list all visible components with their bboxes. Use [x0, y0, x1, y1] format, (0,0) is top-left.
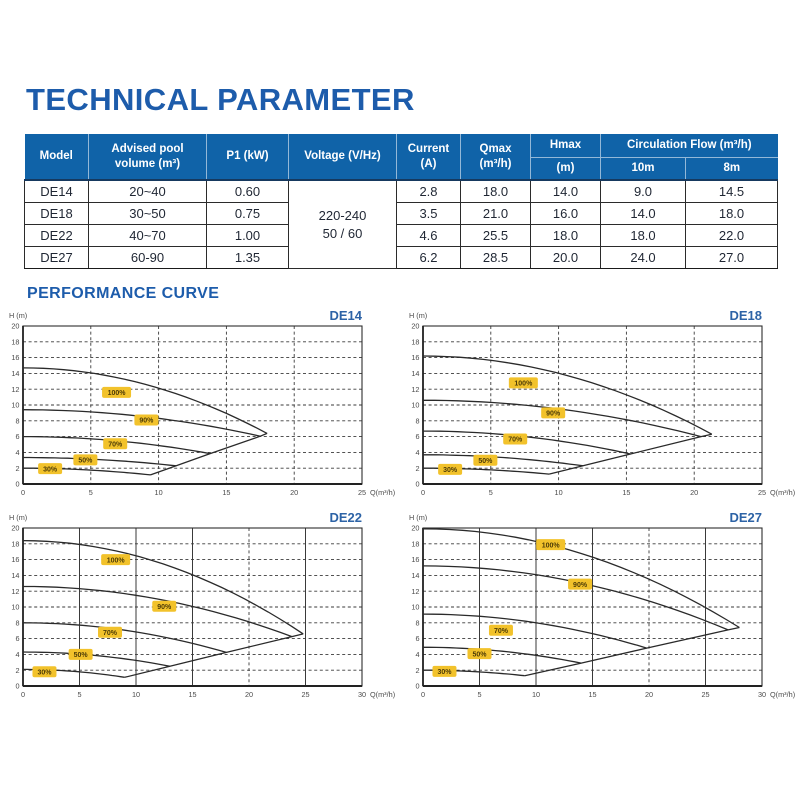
col-header-voltage: Voltage (V/Hz) — [289, 134, 397, 180]
cell-volume: 20~40 — [89, 180, 207, 203]
cell-hmax: 18.0 — [531, 225, 601, 247]
cell-hmax: 14.0 — [531, 180, 601, 203]
curve-50% — [423, 647, 581, 663]
x-tick-label: 20 — [644, 690, 654, 699]
cell-flow-10m: 14.0 — [601, 203, 686, 225]
y-tick-label: 10 — [11, 400, 20, 410]
y-tick-label: 4 — [415, 448, 420, 457]
cell-model: DE27 — [25, 247, 89, 269]
x-tick-label: 5 — [488, 488, 493, 497]
y-tick-label: 16 — [411, 353, 420, 363]
y-tick-label: 10 — [411, 400, 420, 410]
envelope-line — [151, 433, 268, 475]
chart-de27-svg — [408, 510, 800, 710]
chart-title: DE18 — [729, 308, 762, 323]
curve-70% — [423, 614, 647, 648]
y-axis-label: H (m) — [9, 513, 28, 522]
cell-flow-10m: 24.0 — [601, 247, 686, 269]
curve-label-text: 90% — [573, 581, 588, 589]
y-axis-label: H (m) — [9, 311, 28, 320]
y-tick-label: 8 — [15, 416, 20, 426]
x-tick-label: 5 — [477, 690, 482, 699]
cell-voltage-merged — [289, 180, 397, 269]
cell-p1: 0.60 — [207, 180, 289, 203]
x-tick-label: 25 — [301, 690, 310, 699]
x-tick-label: 0 — [20, 488, 26, 497]
envelope-line — [125, 634, 304, 677]
y-axis-label: H (m) — [409, 513, 428, 522]
cell-current: 6.2 — [397, 247, 461, 269]
y-tick-label: 20 — [11, 523, 20, 533]
x-tick-label: 25 — [701, 690, 710, 699]
voltage-line-1: 220-240 — [318, 207, 367, 223]
x-tick-label: 15 — [588, 690, 597, 699]
x-tick-label: 20 — [244, 690, 254, 699]
table-body — [25, 180, 778, 269]
cell-hmax: 16.0 — [531, 203, 601, 225]
curve-label-text: 70% — [108, 441, 123, 449]
curve-label-text: 100% — [106, 557, 125, 565]
cell-flow-8m: 27.0 — [686, 247, 778, 269]
curve-label-text: 70% — [103, 629, 118, 637]
y-tick-label: 10 — [411, 602, 420, 612]
x-tick-label: 15 — [222, 488, 231, 497]
y-tick-label: 2 — [15, 463, 20, 473]
x-axis-label: Q(m³/h) — [370, 488, 396, 497]
cell-qmax: 25.5 — [461, 225, 531, 247]
y-tick-label: 14 — [411, 369, 420, 378]
cell-qmax: 28.5 — [461, 247, 531, 269]
y-tick-label: 14 — [411, 571, 420, 580]
y-tick-label: 20 — [411, 321, 420, 331]
x-tick-label: 10 — [131, 690, 141, 699]
y-tick-label: 20 — [411, 523, 420, 533]
y-tick-label: 0 — [415, 479, 420, 489]
cell-model: DE18 — [25, 203, 89, 225]
x-tick-label: 15 — [622, 488, 631, 497]
y-tick-label: 4 — [15, 650, 20, 659]
performance-chart-de14 — [8, 308, 408, 508]
curve-90% — [423, 400, 701, 436]
chart-title: DE27 — [729, 510, 762, 525]
cell-qmax: 18.0 — [461, 180, 531, 203]
table-row-de14 — [25, 180, 778, 203]
curve-label-text: 70% — [493, 628, 508, 636]
y-tick-label: 8 — [15, 618, 20, 628]
cell-volume: 40~70 — [89, 225, 207, 247]
chart-de14-svg — [8, 308, 408, 508]
x-tick-label: 5 — [77, 690, 82, 699]
y-tick-label: 0 — [15, 479, 20, 489]
curve-label-text: 50% — [472, 651, 487, 659]
y-tick-label: 2 — [415, 665, 420, 675]
y-tick-label: 10 — [11, 602, 20, 612]
performance-chart-de22 — [8, 510, 408, 710]
curve-label-text: 90% — [139, 417, 154, 425]
table-row-de18 — [25, 203, 778, 225]
table-row-de27 — [25, 247, 778, 269]
chart-title: DE14 — [329, 308, 362, 323]
y-tick-label: 4 — [415, 650, 420, 659]
x-tick-label: 30 — [757, 690, 767, 699]
cell-p1: 1.00 — [207, 225, 289, 247]
cell-flow-8m: 14.5 — [686, 180, 778, 203]
cell-current: 3.5 — [397, 203, 461, 225]
col-header-flow-8m: 8m — [686, 158, 778, 181]
x-tick-label: 10 — [154, 488, 163, 497]
x-tick-label: 10 — [531, 690, 541, 699]
technical-parameter-table — [24, 134, 778, 269]
x-axis-label: Q(m³/h) — [770, 488, 796, 497]
envelope-line — [525, 628, 740, 676]
y-tick-label: 16 — [11, 353, 20, 363]
x-tick-label: 10 — [554, 488, 563, 497]
y-tick-label: 2 — [415, 463, 420, 473]
y-tick-label: 0 — [415, 681, 420, 691]
curve-label-text: 30% — [37, 669, 52, 677]
cell-flow-10m: 9.0 — [601, 180, 686, 203]
y-tick-label: 6 — [15, 634, 20, 644]
x-tick-label: 15 — [188, 690, 197, 699]
performance-curve-title: PERFORMANCE CURVE — [27, 285, 220, 302]
x-tick-label: 0 — [420, 488, 426, 497]
y-tick-label: 6 — [415, 432, 420, 442]
col-header-p1: P1 (kW) — [207, 134, 289, 180]
y-tick-label: 12 — [411, 586, 420, 596]
x-axis-label: Q(m³/h) — [770, 690, 796, 699]
x-tick-label: 30 — [357, 690, 367, 699]
x-tick-label: 25 — [357, 488, 367, 497]
y-tick-label: 18 — [11, 539, 20, 549]
curve-label-text: 100% — [107, 390, 126, 398]
y-tick-label: 8 — [415, 618, 420, 628]
curve-100% — [423, 356, 712, 434]
x-tick-label: 20 — [290, 488, 299, 497]
x-tick-label: 20 — [690, 488, 699, 497]
curve-label-text: 30% — [443, 467, 458, 475]
page-title: TECHNICAL PARAMETER — [26, 82, 415, 117]
curve-label-text: 100% — [514, 380, 533, 388]
voltage-line-2: 50 / 60 — [322, 225, 363, 241]
chart-title: DE22 — [329, 510, 362, 525]
y-tick-label: 8 — [415, 416, 420, 426]
curve-label-text: 50% — [478, 458, 493, 465]
cell-flow-10m: 18.0 — [601, 225, 686, 247]
cell-model: DE14 — [25, 180, 89, 203]
x-tick-label: 0 — [20, 690, 26, 699]
performance-chart-de27 — [408, 510, 800, 710]
cell-p1: 1.35 — [207, 247, 289, 269]
curve-label-text: 70% — [508, 436, 523, 444]
cell-flow-8m: 18.0 — [686, 203, 778, 225]
col-header-hmax-unit: (m) — [531, 158, 601, 181]
cell-current: 2.8 — [397, 180, 461, 203]
x-tick-label: 0 — [420, 690, 426, 699]
cell-hmax: 20.0 — [531, 247, 601, 269]
cell-volume: 30~50 — [89, 203, 207, 225]
col-header-hmax: Hmax — [531, 134, 601, 158]
curve-label-text: 90% — [157, 603, 172, 611]
y-axis-label: H (m) — [409, 311, 428, 320]
col-header-qmax: Qmax (m³/h) — [461, 134, 531, 180]
y-tick-label: 6 — [15, 432, 20, 442]
table-row-de22 — [25, 225, 778, 247]
y-tick-label: 20 — [11, 321, 20, 331]
curve-label-text: 50% — [78, 457, 93, 465]
x-tick-label: 5 — [88, 488, 93, 497]
cell-flow-8m: 22.0 — [686, 225, 778, 247]
cell-current: 4.6 — [397, 225, 461, 247]
y-tick-label: 2 — [15, 665, 20, 675]
curve-label-text: 30% — [437, 669, 452, 677]
y-tick-label: 16 — [411, 555, 420, 565]
y-tick-label: 12 — [411, 384, 420, 394]
y-tick-label: 16 — [11, 555, 20, 565]
cell-p1: 0.75 — [207, 203, 289, 225]
col-header-advised-volume: Advised pool volume (m³) — [89, 134, 207, 180]
y-tick-label: 14 — [11, 369, 20, 378]
chart-de22-svg — [8, 510, 408, 710]
curve-label-text: 50% — [73, 652, 88, 660]
col-header-current: Current (A) — [397, 134, 461, 180]
curve-label-text: 30% — [43, 466, 58, 474]
table-header — [25, 134, 778, 180]
y-tick-label: 18 — [11, 337, 20, 347]
y-tick-label: 0 — [15, 681, 20, 691]
y-tick-label: 12 — [11, 586, 20, 596]
chart-de18-svg — [408, 308, 800, 508]
curve-label-text: 90% — [546, 410, 561, 418]
y-tick-label: 4 — [15, 448, 20, 457]
col-header-model: Model — [25, 134, 89, 180]
curve-70% — [23, 623, 226, 653]
cell-model: DE22 — [25, 225, 89, 247]
x-axis-label: Q(m³/h) — [370, 690, 396, 699]
y-tick-label: 6 — [415, 634, 420, 644]
cell-qmax: 21.0 — [461, 203, 531, 225]
cell-volume: 60-90 — [89, 247, 207, 269]
y-tick-label: 14 — [11, 571, 20, 580]
col-header-flow-10m: 10m — [601, 158, 686, 181]
y-tick-label: 12 — [11, 384, 20, 394]
col-header-circulation-flow: Circulation Flow (m³/h) — [601, 134, 778, 158]
y-tick-label: 18 — [411, 337, 420, 347]
curve-label-text: 100% — [541, 542, 560, 550]
y-tick-label: 18 — [411, 539, 420, 549]
x-tick-label: 25 — [757, 488, 767, 497]
performance-chart-de18 — [408, 308, 800, 508]
